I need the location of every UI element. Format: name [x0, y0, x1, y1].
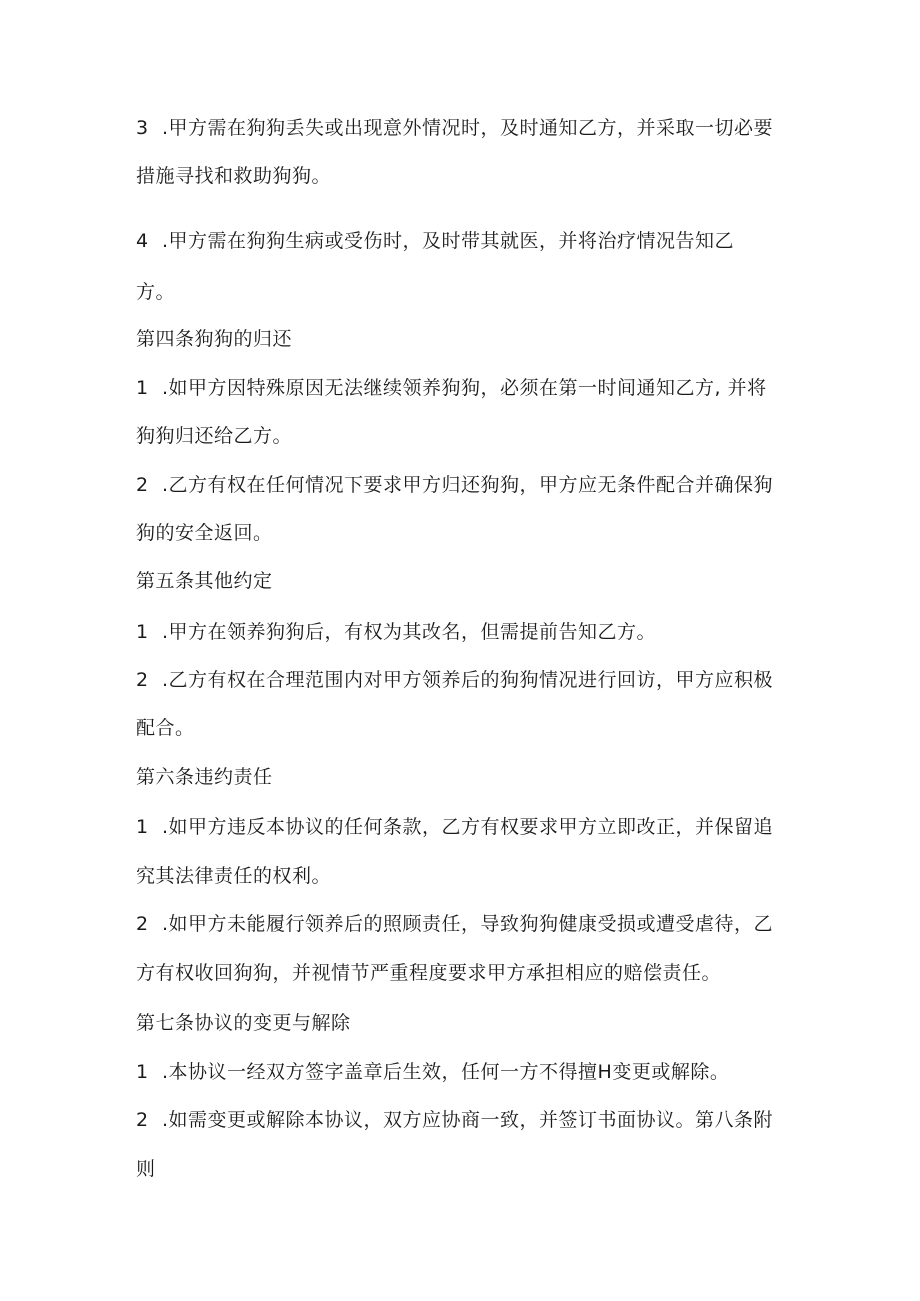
article-5-heading: 第五条其他约定 [136, 570, 273, 592]
clause-text: .如需变更或解除本协议，双方应协商一致，并签订书面协议。第八条附 [162, 1109, 774, 1131]
clause-number: 2 [136, 474, 149, 496]
clause-text: .甲方需在狗狗丢失或出现意外情况时，及时通知乙方，并采取一切必要 [162, 117, 774, 139]
article-6-item-2-line-1 [136, 912, 773, 936]
clause-3-line-1 [136, 116, 773, 140]
clause-number: 1 [136, 1061, 149, 1083]
clause-number: 2 [136, 669, 149, 691]
article-4-item-1-line-1 [136, 376, 767, 400]
clause-text: .如甲方未能履行领养后的照顾责任，导致狗狗健康受损或遭受虐待，乙 [162, 913, 774, 935]
article-5-item-2-line-2: 配合。 [136, 717, 195, 739]
clause-number: 2 [136, 913, 149, 935]
article-6-item-1-line-2: 究其法律责任的权利。 [136, 865, 332, 887]
article-5-item-1-line-1 [136, 620, 656, 644]
clause-number: 1 [136, 377, 149, 399]
clause-text: .甲方需在狗狗生病或受伤时，及时带其就医，并将治疗情况告知乙 [162, 230, 735, 252]
clause-number: 4 [136, 230, 149, 252]
article-4-item-1-line-2: 狗狗归还给乙方。 [136, 425, 293, 447]
article-7-item-2-line-2: 则 [136, 1158, 156, 1180]
clause-number: 3 [136, 117, 149, 139]
article-6-heading: 第六条违约责任 [136, 766, 273, 788]
clause-text: .乙方有权在合理范围内对甲方领养后的狗狗情况进行回访，甲方应积极 [162, 669, 774, 691]
clause-text: .如甲方因特殊原因无法继续领养狗狗，必须在第一时间通知乙方, 并将 [162, 377, 767, 399]
article-4-item-2-line-2: 狗的安全返回。 [136, 522, 273, 544]
clause-4-line-1 [136, 229, 734, 253]
clause-number: 1 [136, 816, 149, 838]
clause-4-line-2: 方。 [136, 281, 176, 303]
clause-text: .甲方在领养狗狗后，有权为其改名，但需提前告知乙方。 [162, 621, 657, 643]
article-5-item-2-line-1 [136, 668, 773, 692]
article-6-item-1-line-1 [136, 815, 773, 839]
article-4-heading: 第四条狗狗的归还 [136, 328, 293, 350]
clause-number: 1 [136, 621, 149, 643]
clause-text: .本协议一经双方签字盖章后生效，任何一方不得擅H变更或解除。 [162, 1061, 730, 1083]
article-7-item-1-line-1 [136, 1060, 729, 1084]
clause-number: 2 [136, 1109, 149, 1131]
article-7-heading: 第七条协议的变更与解除 [136, 1012, 351, 1034]
article-4-item-2-line-1 [136, 473, 773, 497]
clause-text: .乙方有权在任何情况下要求甲方归还狗狗，甲方应无条件配合并确保狗 [162, 474, 774, 496]
clause-3-line-2: 措施寻找和救助狗狗。 [136, 165, 332, 187]
article-6-item-2-line-2: 方有权收回狗狗，并视情节严重程度要求甲方承担相应的赔偿责任。 [136, 962, 722, 984]
article-7-item-2-line-1 [136, 1108, 773, 1132]
clause-text: .如甲方违反本协议的任何条款，乙方有权要求甲方立即改正，并保留追 [162, 816, 774, 838]
